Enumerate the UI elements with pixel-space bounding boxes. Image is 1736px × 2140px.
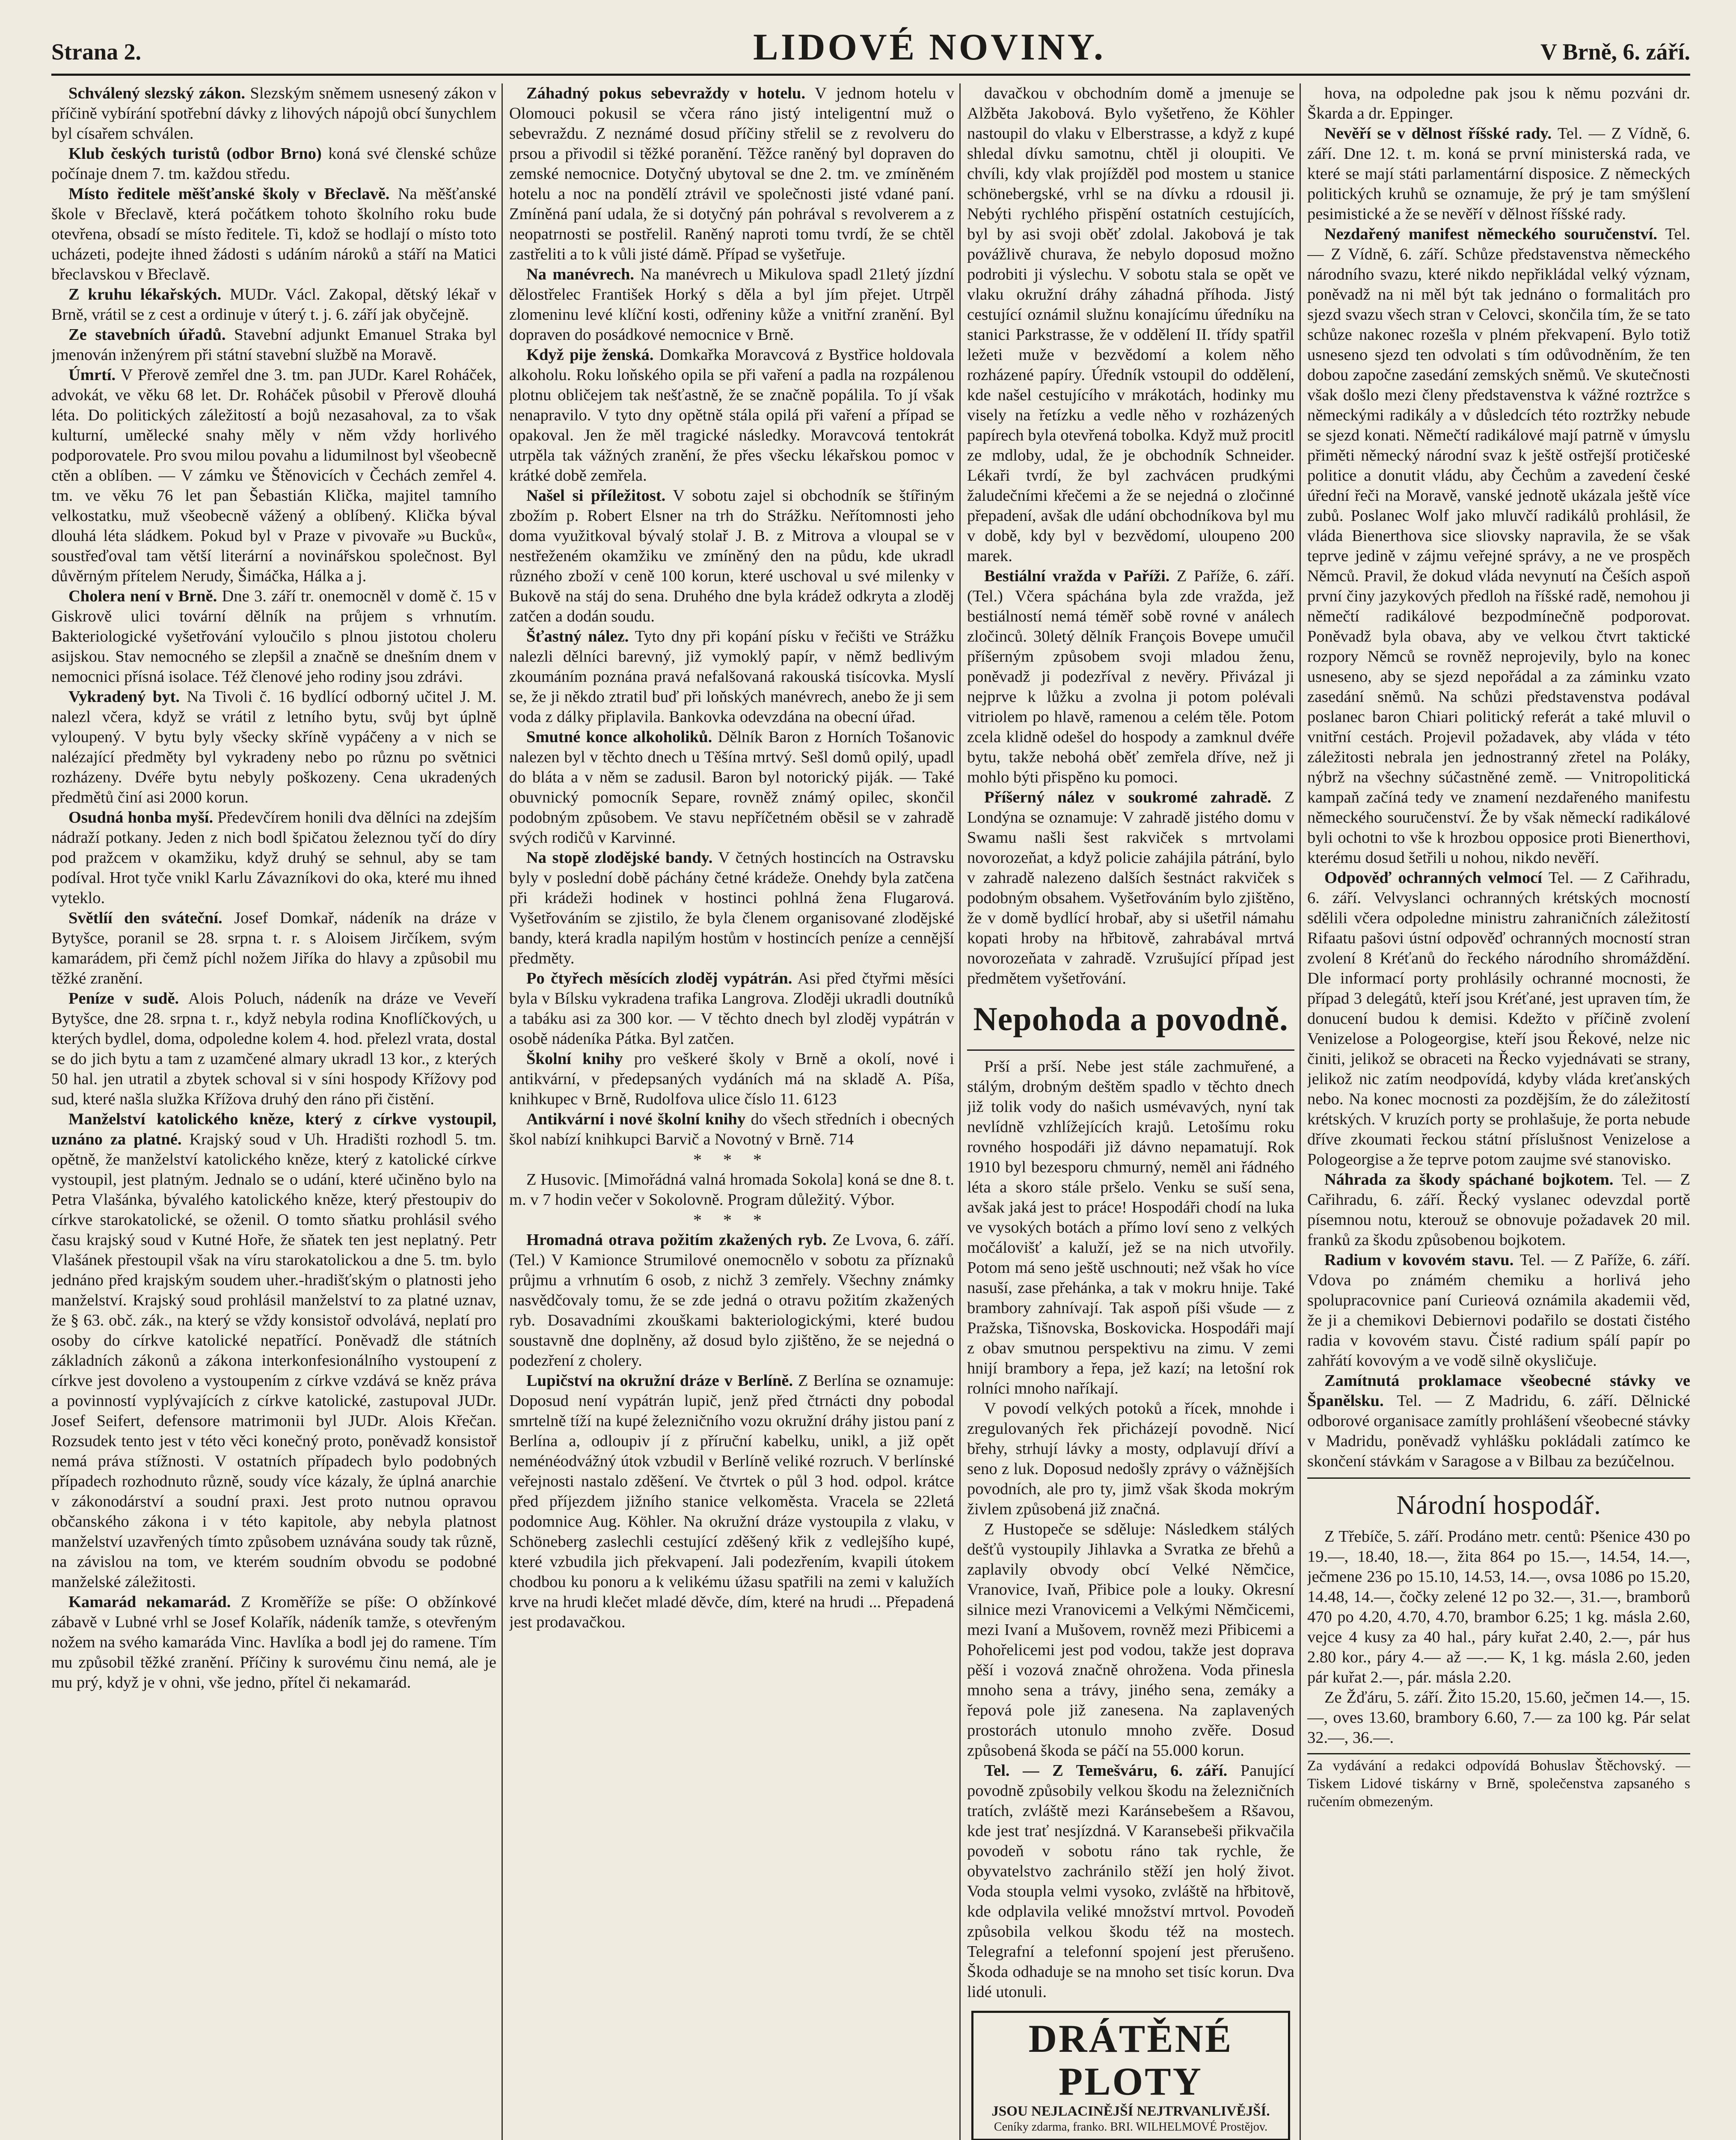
article-text: Tel. — Z Paříže, 6. září. Vdova po známém chemiku a horlivá jeho spolupracovnice paní Curieová oznámila akademii věd, že ji a chemikovi Debiernovi podařilo se dostati čistého radia v kovovém stavu. Čisté radium spálí papír po zahřátí kovovým a ve vodě silně okysličuje. xyxy=(1307,1251,1690,1370)
column-divider xyxy=(1300,83,1301,2140)
article-text: Slezským sněmem usnesený zákon v příčině vybírání spotřební dávky z lihových nápojů obcí šunychlem byl císařem schválen. xyxy=(51,84,496,143)
masthead-title: LIDOVÉ NOVINY. xyxy=(753,27,1106,68)
imprint: Za vydávání a redakci odpovídá Bohuslav Štěchovský. — Tiskem Lidové tiskárny v Brně, společenstva zapsaného s ručením obmezeným. xyxy=(1307,1753,1690,1811)
article-text: Josef Domkař, nádeník na dráze v Bytyšce, poranil se 28. srpna t. r. s Aloisem Jirčíkem, svým kamarádem, při čemž píchl nožem Jiříka do hlavy a způsobil mu těžké zranění. xyxy=(51,909,496,987)
article xyxy=(51,808,496,908)
article-headline: Nevěří se v dělnost říšské rady. xyxy=(1324,125,1552,143)
article xyxy=(509,1109,954,1150)
article-text: Tel. — Z Vídně, 6. září. Dne 12. t. m. koná se první ministerská rada, ve které se mají státi parlamentární disposice. Z německých politických kruhů se oznamuje, že prý je tam smýšlení pesimistické a že se nevěří v dělnost říšské rady. xyxy=(1307,125,1690,223)
article xyxy=(51,989,496,1109)
article-headline: Odpověď ochranných velmocí xyxy=(1324,869,1542,887)
article-text: Z Berlína se oznamuje: Doposud není vypátrán lupič, jenž před čtrnácti dny pobodal smrtelně tíží na kupé železničního vozu okružní dráhy jistou paní z Berlína a, odloupiv jí z příruční kabelku, unikl, a již opět neménéodvážný útok vzbudil v Berlíně veliké rozruch. V berlínské veřejnosti nastalo zděšení. Ve čtvrtek o půl 3 hod. odpol. krátce před příjezdem jižního stanice velkoměsta. Vracela se 22letá podomnice Aug. Köhler. Na okružní dráze vystoupila z vlaku, v Schöneberg zaslechli cestující zděšený křik z vedlejšího kupé, které vzbudila jich překvapení. Jali podezřením, kvapili útokem chodbou ku ponoru a k velikému úžasu spatřili na zemi v kalužích krve na hrudi klečet mladé děvče, dím, které na hrudi ... Přepadená jest prodavačkou. xyxy=(509,1372,954,1631)
article-headline: Tel. — Z Temešváru, 6. září. xyxy=(984,1762,1228,1780)
article-headline: Hromadná otrava požitím zkažených ryb. xyxy=(526,1231,827,1249)
article-text: Alois Poluch, nádeník na dráze ve Veveří Bytyšce, dne 28. srpna t. r., když nebyla rodina Knoflíčkových, u kterých bydlel, doma, odpoledne kolem 4. hod. přelezl vrata, dostal se do jich bytu a tam z uzamčené almary ukradl 13 kor., z kterých 50 hal. jen utratil a zbytek schoval si v síni hospody Křížovy pod sud, které našla služka Křížova druhý den ráno při čistění. xyxy=(51,990,496,1108)
article-text: Na manévrech u Mikulova spadl 21letý jízdní dělostřelec František Horký s děla a byl jím přejet. Utrpěl zlomeninu levé klíční kosti, odřeniny kůže a vnitřní zranění. Byl dopraven do posádkové nemocnice v Brně. xyxy=(509,265,954,344)
article-headline: Lupičství na okružní dráze v Berlíně. xyxy=(526,1372,793,1390)
article-text: Krajský soud v Uh. Hradišti rozhodl 5. tm. opětně, že manželství katolického kněze, který z katolické církve vystoupil, jest platným. Jednalo se o udání, které učiněno bylo na Petra Vlašánka, bývalého katolického kněze, který přestoupiv do církve starokatolické, se oženil. O tomto sňatku prohlásil svého času krajský soud v Kutné Hoře, že sňatek ten jest neplatný. Petr Vlašánek přestoupil však na víru starokatolickou a dne 5. tm. bylo jednáno před krajským soudem uher.-hradišťským o platnosti jeho manželství. Krajský soud prohlásil manželství to za platné uznav, že § 63. obč. zák., na který se vždy konsistoř odvolává, neplatí pro osoby do církve katolické nepatřící. Poněvadž dle státních základních zákonů a zákona interkonfesionálního vystoupení z církve jest dovoleno a vystoupením z církve vzdává se kněz práva a povinností vyplývajících z církve katolické, zastupoval JUDr. Josef Seifert, defensore matrimonii byl JUDr. Alois Křečan. Rozsudek tento jest v této věci konečný proto, poněvadž konsistoř nemá práva stížnosti. V ostatních případech bylo podobných případech rozhodnuto různě, soudy více kázaly, že úplná anarchie v zákonodárství a soudní praxi. Jest proto nutnou opravou občanského zákona i v této kapitole, aby nebyla platnost manželství uzavřených tímto způsobem uznávána soudy tak různě, na závislou na tom, ve kterém soudním obvodu se podobné manželské záležitosti. xyxy=(51,1130,496,1591)
ad-contact: Ceníky zdarma, franko. BRI. WILHELMOVÉ Prostějov. xyxy=(994,2120,1268,2134)
article xyxy=(967,1057,1294,1399)
article-headline: Vykradený byt. xyxy=(68,688,180,706)
article xyxy=(1307,1250,1690,1371)
column-divider xyxy=(959,83,961,2140)
article-text: koná své členské schůze počínaje dnem 7. tm. každou středu. xyxy=(51,145,496,183)
article xyxy=(1307,1527,1690,1688)
article xyxy=(967,566,1294,788)
section-rule xyxy=(967,1049,1294,1051)
article-text: Z Husovic. [Mimořádná valná hromada Sokola] koná se dne 8. t. m. v 7 hodin večer v Sokolovně. Program důležitý. Výbor. xyxy=(509,1171,954,1209)
article-headline: Když pije ženská. xyxy=(526,346,654,364)
article-headline: Z kruhu lékařských. xyxy=(68,285,222,303)
article-text: Na Tivoli č. 16 bydlící odborný učitel J. M. nalezl včera, když se vrátil z letního bytu, svůj byt úplně vyloupený. V bytu byly všecky skříně vypáčeny a v nich se nalézající předměty byl vykradeny nebo po různu po světnici rozházeny. Dvéře bytu nebyly poškozeny. Cena ukradených předmětů činí asi 2000 korun. xyxy=(51,688,496,806)
article-text: Asi před čtyřmi měsíci byla v Bílsku vykradena trafika Langrova. Zloději ukradli doutníků a tabáku asi za 300 kor. — V těchto dnech byl zloděj vypátrán v osobě nádeníka Pátka. Byl zatčen. xyxy=(509,969,954,1048)
column-3 xyxy=(967,83,1294,2140)
article-text: Ze Lvova, 6. září. (Tel.) V Kamionce Strumilové onemocnělo v sobotu za příznaků průjmu a vrhnutím 6 osob, z nichž 3 zemřely. Všechny známky nasvědčovaly tomu, že se zde jedná o otravu požitím zkažených ryb. Dosavadními zkouškami bakteriologickými, které budou soustavně dne doplněny, až dosud bylo zjištěno, že se nejedná o podezření z cholery. xyxy=(509,1231,954,1370)
article-headline: Po čtyřech měsících zloděj vypátrán. xyxy=(526,969,792,987)
article xyxy=(51,325,496,365)
article-headline: Nezdařený manifest německého souručenství. xyxy=(1324,225,1657,243)
article xyxy=(509,1170,954,1210)
article xyxy=(51,1109,496,1592)
article-headline: Úmrtí. xyxy=(68,366,116,384)
article-text: Z Třebíče, 5. září. Prodáno metr. centů: Pšenice 430 po 19.—, 18.40, 18.—, žita 864 po 15.—, 14.54, 14.—, ječmene 236 po 15.10, 14.53, 14.—, ovsa 1086 po 15.20, 14.48, 14.—, čočky zelené 12 po 32.—, 31.—, bramborů 470 po 4.20, 4.70, 4.70, brambor 6.25; 1 kg. másla 2.60, vejce 4 kusy za 40 hal., páry kuřat 2.40, 2.—, pár hus 2.80 kor., páry 4.— až —.— K, 1 kg. másla 2.60, jeden pár kuřat 2.—, pár. másla 2.20. xyxy=(1307,1528,1690,1686)
article-text: do všech středních i obecných škol nabízí knihkupci Barvič a Novotný v Brně. 714 xyxy=(509,1110,954,1148)
separator: * * * xyxy=(693,1150,770,1169)
column-1 xyxy=(51,83,496,2140)
article-headline: Šťastný nález. xyxy=(526,627,629,645)
header-rule xyxy=(51,74,1690,76)
article xyxy=(51,144,496,184)
section-heading: Národní hospodář. xyxy=(1396,1491,1601,1520)
article-text: Ze Žďáru, 5. září. Žito 15.20, 15.60, ječmen 14.—, 15.—, oves 13.60, brambory 6.60, 7.— za 100 kg. Pár selat 32.—, 36.—. xyxy=(1307,1688,1690,1747)
article xyxy=(51,285,496,325)
article-text: Stavební adjunkt Emanuel Straka byl jmenován inženýrem při státní stavební službě na Moravě. xyxy=(51,326,496,364)
article xyxy=(967,1519,1294,1761)
article-text: Prší a prší. Nebe jest stále zachmuřené, a stálým, drobným deštěm spadlo v těchto dnech již tolik vody do našich usmévavých, nyní tak nevlídně vzhlížejících krajů. Letošímu roku rovného hospodáři již dávno nepamatují. Rok 1910 byl bezesporu chmurný, neměl ani řádného léta a skoro stále pršelo. Venku se suší sena, avšak jaká jest to práce! Hospodáři chodí na luka ve vysokých botách a přímo loví seno z velkých močálovišť a kaluží, jež se na nich utvořily. Potom má seno ještě uschnouti; než však ho více nasuší, zase přehánka, a tak v mokru hnije. Také brambory zahnívají. Tak aspoň píši všude — z Pražska, Tišnovska, Boskovicka. Hospodáři mají z obav smutnou perspektivu na zimu. V zemi hnijí brambory a řepa, jež kazí; na letošní rok rolníci mnoho naříkají. xyxy=(967,1058,1294,1397)
article-text: V povodí velkých potoků a řícek, mnohde i zregulovaných řek přicházejí povodně. Nicí břehy, strhují lávky a mosty, odplavují dříví a seno z luk. Doposud nedošly zprávy o vážnějších povodních, ale pro ty, jimž však škoda mokrým živlem způsobená již značná. xyxy=(967,1400,1294,1518)
article xyxy=(509,83,954,265)
article xyxy=(1307,124,1690,224)
article-headline: Osudná honba myší. xyxy=(68,808,214,826)
article-headline: Peníze v sudě. xyxy=(68,990,179,1008)
article xyxy=(51,586,496,687)
article xyxy=(509,727,954,848)
article xyxy=(509,1371,954,1632)
article-text: MUDr. Václ. Zakopal, dětský lékař v Brně, vrátil se z cest a ordinuje v úterý t. j. 6. září jak obyčejně. xyxy=(51,285,496,324)
article-headline: Místo ředitele měšťanské školy v Břeclavě. xyxy=(68,185,390,203)
article xyxy=(51,365,496,586)
article-headline: Smutné konce alkoholiků. xyxy=(526,728,712,746)
article-text: Z Paříže, 6. září. (Tel.) Včera spáchána byla zde vražda, jež bestiálností nemá téměř sobě rovné v análech zločinců. 30letý dělník François Bovepe umučil příšerným způsobem svoji mladou ženu, poněvadž ji podezříval z nevěry. Přivázal ji nejprve k lůžku a zvolna ji potom polévali vitriolem po hlavě, ramenou a celém těle. Potom zcela klidně odešel do hospody a zamknul dvéře bytu, takže nebohá oběť zemřela dříve, než ji mohlo býti přispěno ku pomoci. xyxy=(967,567,1294,786)
article-text: Z Kroměříže se píše: O obžínkové zábavě v Lubné vrhl se Josef Kolařík, nádeník tamže, s otevřeným nožem na svého kamaráda Vinc. Havlíka a bodl jej do ramene. Tím mu způsobil těžké zranění. Příčiny k surovému činu nemá, ale je mu prý, když je v ohni, vše jedno, přítel či nekamarád. xyxy=(51,1593,496,1691)
article-text: Z Hustopeče se sděluje: Následkem stálých dešťů vystoupily Jihlavka a Svratka ze břehů a zaplavily obvody obcí Velké Němčice, Vranovice, Ivaň, Přibice pole a louky. Okresní silnice mezi Vranovicemi a Velkými Němčicemi, mezi Ivaní a Mušovem, rovněž mezi Přibicemi a Pohořelicemi jest pod vodou, takže jest doprava pěší i vozová značně ohrožena. Voda přinesla mnoho sena a trávy, jiného sena, zemáky a řepová pole již zanesena. Na zaplavených prostorách utonulo mnoho zvěře. Dosud způsobená škoda se páčí na 55.000 korun. xyxy=(967,1520,1294,1760)
article-text: Dne 3. září tr. onemocněl v domě č. 15 v Giskrově ulici tovární dělník na průjem s vrhnutím. Bakteriologické vyšetřování vyloučilo s plnou jistotou choleru asijskou. Stav nemocného se zlepšil a značně se dnešním dnem v nemocnici přísná isolace. Též členové jeho rodiny jsou zdrávi. xyxy=(51,587,496,686)
page-number: Strana 2. xyxy=(51,39,142,65)
article xyxy=(1307,868,1690,1170)
article xyxy=(967,788,1294,989)
article-text: hova, na odpoledne pak jsou k němu pozváni dr. Škarda a dr. Eppinger. xyxy=(1307,84,1690,122)
article xyxy=(509,1230,954,1371)
article xyxy=(1307,1371,1690,1471)
article-text: Na měšťanské škole v Břeclavě, která počátkem tohoto školního roku bude otevřena, obsadí se místo ředitele. Ti, kdož se hodlají o místo toto ucházeti, podejte ihned žádosti s udáním nároků a stáří na Matici břeclavskou v Břeclavě. xyxy=(51,185,496,283)
article-headline: Příšerný nález v soukromé zahradě. xyxy=(984,788,1272,806)
article xyxy=(1307,83,1690,124)
article-text: Dělník Baron z Horních Tošanovic nalezen byl v těchto dnech u Těšína mrtvý. Sešl domů opilý, upadl do bláta a v něm se zadusil. Baron byl notorický piják. — Také obuvnický pomocník Separe, rovněž známý opilec, skončil podobným způsobem. Ve stavu nepříčetném oběsil se v zahradě svých rodičů v Karvinné. xyxy=(509,728,954,847)
page-header xyxy=(51,26,1690,73)
article-headline: Na stopě zlodějské bandy. xyxy=(526,849,713,867)
article-headline: Záhadný pokus sebevraždy v hotelu. xyxy=(526,84,806,102)
article xyxy=(51,83,496,144)
article-headline: Klub českých turistů (odbor Brno) xyxy=(68,145,322,163)
article-headline: Schválený slezský zákon. xyxy=(68,84,246,102)
article xyxy=(51,687,496,808)
ad-subline: JSOU NEJLACINĚJŠÍ NEJTRVANLIVĚJŠÍ. xyxy=(991,2104,1270,2119)
section-rule xyxy=(1307,1477,1690,1479)
article xyxy=(1307,1170,1690,1250)
article-text: pro veškeré školy v Brně a okolí, nové i antikvární, v předepsaných vydáních má na skladě A. Píša, knihkupec v Brně, Rudolfova ulice číslo 11. 6123 xyxy=(509,1050,954,1108)
article xyxy=(967,1399,1294,1519)
article-headline: Zamítnutá proklamace všeobecné stávky ve Španělsku. xyxy=(1307,1372,1690,1410)
article-headline: Ze stavebních úřadů. xyxy=(68,326,226,344)
article-headline: Radium v kovovém stavu. xyxy=(1324,1251,1514,1269)
article-headline: Na manévrech. xyxy=(526,265,635,283)
article-text: Tel. — Z Cařihradu, 6. září. Velvyslanci ochranných krétských mocností sdělili včera odpoledne ministru zahraničních záležitostí Rifaatu pašovi ústní odpověď ochranných mocností stran zvolení 8 Kréťanů do řeckého národního shromáždění. Dle informací porty prohlásily ochranné mocnosti, že případ 3 delegátů, kteří jsou Kréťané, jest upraven tím, že donucení budou k demisi. Kdežto v příčině zvolení Venizelose a Pologeorgise, kteří jsou Řekové, nelze nic činiti, jelikož se obraceti na Řecko vyjednávati se strany, jelikož nic zatím neodpovídá, kdyby vláda kreťanských nebo. Na konec mocnosti za pozdějším, že do záležitostí krétských. V kruzích porty se prohlašuje, že porta nebude dříve zkoumati řeckou státní příslušnost Venizelose a Pologeorgise a že teprve potom zaujme své stanovisko. xyxy=(1307,869,1690,1168)
article-headline: Kamarád nekamarád. xyxy=(68,1593,231,1611)
article-headline: Antikvární i nové školní knihy xyxy=(526,1110,746,1128)
column-divider xyxy=(502,83,503,2140)
article-text: Panující povodně způsobily velkou škodu na železničních tratích, zvláště mezi Karánsebešem a Ršavou, kde jest trať nesjízdná. V Karansebeši přikvačila povodeň v sobotu ráno tak rychle, že obyvatelstvo zachránilo stěží jen holý život. Voda stoupla velmi vysoko, zvláště na hřbitově, kde odplavila veliké množství mrtvol. Povodeň způsobila velkou škodu též na mostech. Telegrafní a telefonní spojení jest přerušeno. Škoda odhaduje se na mnoho set tisíc korun. Dva lidé utonuli. xyxy=(967,1762,1294,2001)
article-headline: Cholera není v Brně. xyxy=(68,587,217,605)
article xyxy=(509,848,954,969)
article xyxy=(1307,224,1690,868)
article-text: Z Londýna se oznamuje: V zahradě jistého domu v Swamu našli šest rakviček s mrtvolami novorozeňat, a když policie zahájila pátrání, bylo v zahradě nalezeno dalších šestnáct rakviček s podobným obsahem. Vyšetřováním bylo zjištěno, že v domě bydlící hrobař, aby si ušetřil námahu kopati hroby na hřbitově, zahrabával mrtvá novorozeňata v zahradě. Vzrušující případ jest předmětem vyšetřování. xyxy=(967,788,1294,987)
article xyxy=(509,265,954,345)
article-text: V sobotu zajel si obchodník se štířiným zbožím p. Robert Elsner na trh do Strážku. Neřítomnosti jeho doma využitkoval bývalý stolař J. B. z Mitrova a vloupal se v nestřeženém okamžiku ve zmíněný den na půdu, kde ukradl různého zboží v ceně 100 korun, které uschoval u své milenky v Bukově na stáj do sena. Druhého dne byla krádež odkryta a zloděj zatčen a dodán soudu. xyxy=(509,487,954,625)
article-headline: Manželství katolického kněze, který z církve vystoupil, uznáno za platné. xyxy=(51,1110,496,1148)
article xyxy=(509,627,954,727)
article xyxy=(967,1761,1294,2002)
article-text: Tel. — Z Madridu, 6. září. Dělnické odborové organisace zamítly prohlášení všeobecné stávky v Madridu, poněvadž vyhlášku pokládali zatímco ke skončení stávkám v Saragose a v Bilbau za bezúčelnou. xyxy=(1307,1392,1690,1470)
article-text: Tel. — Z Vídně, 6. září. Schůze představenstva německého národního svazu, které nikdo nepřikládal velký význam, poněvadž na ni měl být tak jednáno o formalitách pro sjezd svazu všech stran v Celovci, skončila tím, že se tato schůze nakonec rozešla v plném překvapení. Bylo totiž usneseno sjezd ten odvolati s tím odůvodněním, že ten dobou započne zasedání zemských sněmů. Ve skutečnosti však došlo mezi členy představenstva k vážné roztržce s německými radikály a v důsledcích této roztržky nebude se sjezd konati. Němečtí radikálové mají patrně v úmyslu přiměti německý národní svaz k ještě ostřejší protičeské politice a donutit vládu, aby Čechům a zavedení české úřední řeči na Moravě, vanské jednotě ukázala ještě více zubů. Poslanec Wolf jako mluvčí radikálů prohlásil, že vláda Bienerthova sice sliovsky napravila, že se však teprve jedině v zájmu veřejné správy, a ne ve prospěch Němců. Pravil, že dokud vláda nevynutí na Češích aspoň první činy jazykových předloh na říšské radě, nemohou ji němečtí radikálové bezpodmínečně podporovat. Poněvadž byla obava, aby ve velkou čtvrt taktické rozpory Němců se rovněž neprojevily, bylo na konec usneseno, aby se sjezd nepořádal a za záminku vzato zasedání sněmů. Na schůzi představenstva podával poslanec baron Chiari politický referát a také mluvil o vnitřní cestách. Projevil požadavek, aby vláda v této záležitosti nebrala jen jednostranný zřetel na Poláky, nýbrž na všechny súčastněné země. — Vnitropolitická kampaň začíná tedy ve znamení nezdařeného manifestu německého souručenství. Že by však německí radikálové byli ochotni to vše k hrozbou opposice proti Bienerthovi, kterému dosud šetřili u nohou, nikdo nevěří. xyxy=(1307,225,1690,867)
article xyxy=(509,1049,954,1109)
article-text: Domkařka Moravcová z Bystřice holdovala alkoholu. Roku loňského opila se při vaření a padla na rozpálenou plotnu obličejem tak nešťastně, že se značně popálila. To jí však nenapravilo. V tyto dny opětně stála opilá při vaření a případ se opakoval. Jen že měl tragické následky. Moravcová tentokrát utrpěla tak vážných zranění, že přes všecku lékařskou pomoc v krátké době zemřela. xyxy=(509,346,954,484)
article-headline: Světlíí den sváteční. xyxy=(68,909,223,927)
article-headline: Bestiální vražda v Paříži. xyxy=(984,567,1170,585)
issue-date: V Brně, 6. září. xyxy=(1540,39,1690,65)
column-4 xyxy=(1307,83,1690,2140)
article-text: Tyto dny při kopání písku v řečišti ve Strážku nalezli dělníci barevný, již vymoklý papír, v němž bedlivým zkoumáním poznána pravá nefalšovaná rakouská tisícovka. Myslí se, že ji někdo ztratil buď při loňských manévrech, anebo že ji sem voda z dálky připlavila. Bankovka odevzdána na obecní úřad. xyxy=(509,627,954,726)
article-text: Tel. — Z Cařihradu, 6. září. Řecký vyslanec odevzdal portě písemnou notu, kterouž se obnovuje požadavek 20 mil. franků za škodu způsobenou bojkotem. xyxy=(1307,1171,1690,1249)
article xyxy=(51,908,496,989)
advertisement xyxy=(971,2011,1290,2140)
article-text: V Přerově zemřel dne 3. tm. pan JUDr. Karel Roháček, advokát, ve věku 68 let. Dr. Roháček působil v Přerově dlouhá léta. Do politických záležitostí a bojů nezasahoval, za to však kulturní, umělecké snahy měly v něm vždy horlivého podporovatele. Pro svou milou povahu a lidumilnost byl všeobecně ctěn a oblíben. — V zámku ve Štěnovicích v Čechách zemřel 4. tm. ve věku 76 let pan Šebastián Klička, majitel tamního velkostatku, muž všeobecně vážený a oblíbený. Klička býval dlouhá léta sládkem. Pokud byl v Praze v pivovaře »u Bucků«, soustřeďoval tam větší literární a novinářskou společnost. Byl důvěrným přítelem Nerudy, Šimáčka, Hálka a j. xyxy=(51,366,496,585)
article-headline: Náhrada za škody spáchané bojkotem. xyxy=(1324,1171,1614,1189)
article-text: davačkou v obchodním domě a jmenuje se Alžběta Jakobová. Bylo vyšetřeno, že Köhler nastoupil do vlaku v Elberstrasse, a když z kupé shledal dívku samotnu, chtěl ji oloupiti. Ve chvíli, kdy vlak projížděl pod mostem u stanice schönebergské, vrhl se na dívku a rdousil ji. Nebýti rychlého přispění ostatních cestujících, byl by asi svoji oběť zdolal. Jakobová je tak povážlivě churava, že nebylo doposud možno podrobiti ji výslechu. V sobotu stala se opět ve vlaku okružní dráhy záhadná příhoda. Jistý cestující oznámil služnu konajícímu úředníku na stanici Parkstrasse, že v oddělení II. třídy spatřil ležeti muže v bezvědomí a kolem něho rozházené papíry. Úředník vstoupil do oddělení, kde našel cestujícího v mrákotách, hodinky mu visely na řetízku a vedle něho v rozházených papírech byla otevřená tobolka. Když muž procitl ze mdloby, udal, že je obchodník Schneider. Lékaři tvrdí, že byl zachvácen prudkými žaludečními křečemi a že se nejedná o zločinné přepadení, avšak dle udání obchodníkova byl mu v době, kdy byl v bezvědomí, uloupeno 200 marek. xyxy=(967,84,1294,565)
article-headline: Našel si příležitost. xyxy=(526,487,666,505)
article xyxy=(1307,1688,1690,1748)
article xyxy=(509,969,954,1049)
separator: * * * xyxy=(693,1210,770,1230)
article-text: Předevčírem honili dva dělníci na zdejším nádraží potkany. Jeden z nich bodl špičatou železnou tyčí do díry pod pražcem v okamžiku, když druhý se sehnul, aby se tam podíval. Hrot tyče vnikl Karlu Závazníkovi do oka, které mu ihned vyteklo. xyxy=(51,808,496,907)
article xyxy=(509,486,954,627)
article-text: V jednom hotelu v Olomouci pokusil se včera ráno jistý inteligentní muž o sebevraždu. Z neznámé dosud příčiny střelil se z revolveru do prsou a přivodil si těžké poranění. Těžce raněný byl dopraven do zemské nemocnice. Dotyčný ubytoval se dne 2. tm. ve zmíněném hotelu a noc na pondělí ztrávil ve společnosti jisté vdané paní. Zmíněná paní udala, že si dotyčný pán pohrával s revolverem a z neopatrnosti se postřelil. Raněný naproti tomu tvrdí, že se chtěl zastřeliti a to k vůli jisté dámě. Případ se vyšetřuje. xyxy=(509,84,954,263)
article-headline: Školní knihy xyxy=(526,1050,623,1068)
section-heading: Nepohoda a povodně. xyxy=(973,1000,1288,1037)
column-2 xyxy=(509,83,954,2140)
article xyxy=(967,83,1294,566)
ad-headline: DRÁTĚNÉ PLOTY xyxy=(1028,2017,1233,2103)
article xyxy=(51,1592,496,1693)
article-text: V četných hostincích na Ostravsku byly v poslední době páchány četné krádeže. Onehdy byla zatčena při krádeži hodinek v hostinci pohlná žena Flugarová. Vyšetřováním se zjistilo, že byla členem organisované zlodějské bandy, která kradla napilým hostům v hostincích peníze a cennější předměty. xyxy=(509,849,954,967)
article xyxy=(509,345,954,486)
article xyxy=(51,184,496,285)
